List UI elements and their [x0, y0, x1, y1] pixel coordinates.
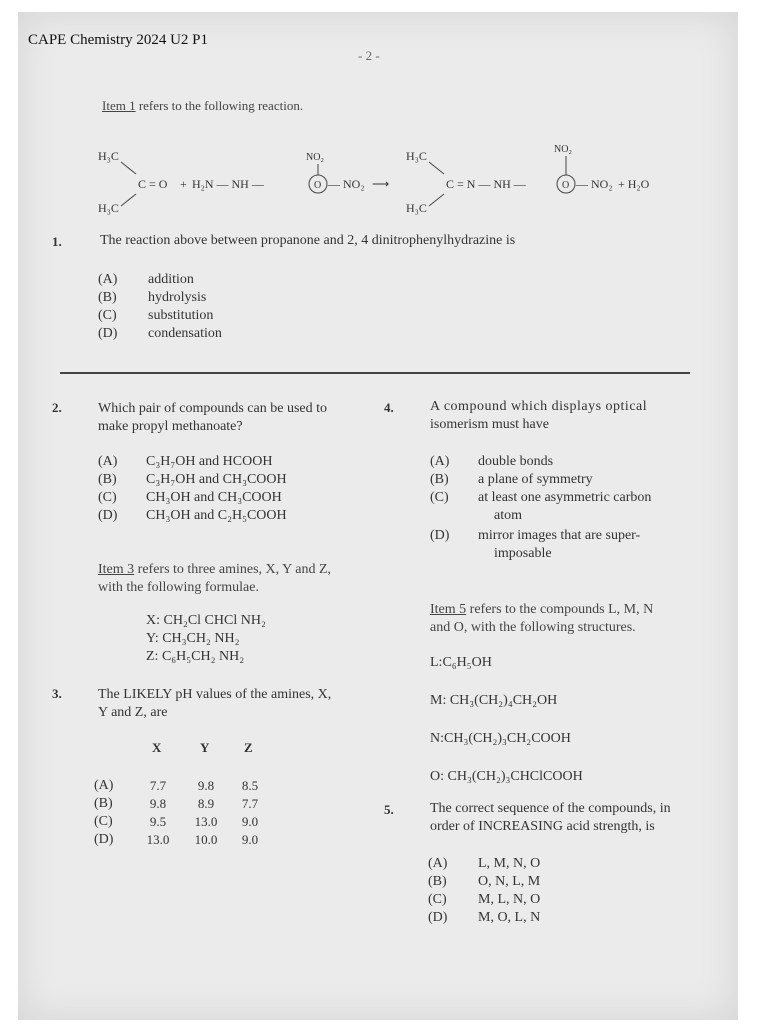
product-nitro-top: NO₂ — [554, 144, 572, 155]
reactant1-top-methyl: H₃C — [98, 149, 119, 163]
question-4-option-text: atom — [494, 508, 522, 523]
ring-label: O — [562, 180, 570, 191]
question-5-option-text: M, O, L, N — [478, 910, 541, 925]
product-water: + H₂O — [618, 177, 650, 191]
question-2-stem-line: Which pair of compounds can be used to — [98, 401, 327, 416]
question-4-option-text: at least one asymmetric carbon — [478, 490, 652, 505]
section-divider — [60, 372, 690, 374]
plus-sign: + — [180, 177, 187, 191]
table-header-x: X — [152, 740, 162, 755]
amine-entry — [146, 612, 266, 630]
bond-line — [429, 162, 444, 174]
reaction-arrow: ⟶ — [372, 177, 390, 191]
amine-label: Y: — [146, 631, 159, 646]
question-2-option-letter: (C) — [98, 490, 117, 505]
compound-label: O: — [430, 769, 444, 784]
table-header-z: Z — [244, 740, 253, 755]
question-4-option-letter: (A) — [430, 454, 450, 469]
question-2-option-letter: (A) — [98, 454, 118, 469]
product-bottom-methyl: H₃C — [406, 201, 427, 215]
question-5-option-text: O, N, L, M — [478, 874, 541, 889]
question-2-option-letter: (D) — [98, 508, 118, 523]
table-cell: 8.5 — [241, 778, 259, 793]
question-1-option-text: condensation — [148, 326, 222, 341]
question-3-option-letter: (B) — [94, 796, 113, 811]
question-3-option-letter: (C) — [94, 814, 113, 829]
bond-line — [121, 162, 136, 174]
question-5-option-letter: (A) — [428, 856, 448, 871]
item1-intro-text: refers to the following reaction. — [135, 98, 304, 113]
compound-formula: CH₃(CH₂)₃CH₂COOH — [444, 731, 571, 746]
question-4-option-letter: (D) — [430, 528, 450, 543]
table-cell: 9.8 — [197, 778, 215, 793]
question-4-option-text: double bonds — [478, 454, 554, 469]
question-5-option-letter: (B) — [428, 874, 447, 889]
question-3-number: 3. — [52, 686, 62, 701]
compound-entry — [430, 654, 492, 672]
item1-link: Item 1 — [102, 98, 136, 113]
document-header-title: CAPE Chemistry 2024 U2 P1 — [28, 32, 209, 48]
question-1-option-text: addition — [148, 272, 194, 287]
question-3-stem-line: The LIKELY pH values of the amines, X, — [98, 687, 332, 702]
question-3-option-letter: (A) — [94, 778, 114, 793]
table-cell: 13.0 — [146, 832, 170, 847]
question-4-stem-line: A compound which displays optical — [430, 399, 648, 414]
product-nitro-right: — NO₂ — [576, 177, 613, 191]
table-cell: 9.5 — [149, 814, 167, 829]
question-4-option-letter: (C) — [430, 490, 449, 505]
question-1-option-letter: (D) — [98, 326, 118, 341]
question-4-stem-line: isomerism must have — [430, 417, 549, 432]
amine-label: X: — [146, 613, 160, 628]
amine-entry — [146, 648, 244, 666]
question-1-option-letter: (C) — [98, 308, 117, 323]
table-cell: 8.9 — [197, 796, 215, 811]
product-chain: C = N — NH — — [446, 177, 526, 191]
reaction-diagram — [88, 138, 698, 228]
item3-intro — [98, 562, 331, 578]
question-2-option-text: CH₃OH and C₂H₅COOH — [146, 508, 287, 523]
table-cell: 9.8 — [149, 796, 167, 811]
question-5-stem-line: order of INCREASING acid strength, is — [430, 819, 655, 834]
compound-entry — [430, 692, 557, 710]
question-2-stem-line: make propyl methanoate? — [98, 419, 243, 434]
question-4-number: 4. — [384, 400, 394, 415]
compound-entry — [430, 730, 571, 748]
question-1-option-letter: (B) — [98, 290, 117, 305]
reactant2-hydrazine: H₂N — NH — — [192, 177, 264, 191]
page-number: - 2 - — [358, 48, 380, 63]
ring-label: O — [314, 180, 322, 191]
amine-formula: CH₂Cl CHCl NH₂ — [163, 613, 266, 628]
table-cell: 10.0 — [194, 832, 218, 847]
reactant2-nitro-right: — NO₂ — [328, 177, 365, 191]
question-4-option-text: imposable — [494, 546, 552, 561]
table-header-y: Y — [200, 740, 210, 755]
question-2-option-letter: (B) — [98, 472, 117, 487]
reactant2-nitro-top: NO₂ — [306, 152, 324, 163]
question-2-option-text: C₃H₇OH and HCOOH — [146, 454, 273, 469]
bond-line — [121, 194, 136, 206]
question-1-option-letter: (A) — [98, 272, 118, 287]
question-2-option-text: CH₃OH and CH₃COOH — [146, 490, 282, 505]
compound-formula: CH₃(CH₂)₄CH₂OH — [449, 693, 558, 708]
question-4-option-text: a plane of symmetry — [478, 472, 593, 487]
amine-formula: CH₃CH₂ NH₂ — [162, 631, 240, 646]
question-5-option-text: L, M, N, O — [478, 856, 541, 871]
compound-formula: CH₃(CH₂)₃CHClCOOH — [447, 769, 583, 784]
reactant1-carbonyl: C = O — [138, 177, 168, 191]
question-1-number: 1. — [52, 234, 62, 249]
item5-intro-text: refers to the compounds L, M, N — [466, 602, 654, 617]
item3-link: Item 3 — [98, 562, 135, 577]
amine-entry — [146, 630, 239, 648]
question-4-option-text: mirror images that are super- — [478, 528, 641, 543]
question-5-number: 5. — [384, 802, 394, 817]
compound-entry — [430, 768, 583, 786]
reactant1-bottom-methyl: H₃C — [98, 201, 119, 215]
compound-formula: C₆H₅OH — [442, 655, 492, 670]
table-cell: 7.7 — [149, 778, 167, 793]
question-1-stem: The reaction above between propanone and 2, 4 dinitrophenylhydrazine is — [100, 233, 516, 248]
table-cell: 9.0 — [241, 814, 259, 829]
compound-label: L: — [430, 655, 443, 670]
item5-intro — [430, 602, 653, 618]
compound-label: N: — [430, 731, 444, 746]
question-1-option-text: substitution — [148, 308, 214, 323]
item3-intro-text: refers to three amines, X, Y and Z, — [134, 562, 331, 577]
exam-page — [18, 12, 738, 1020]
question-2-number: 2. — [52, 400, 62, 415]
bond-line — [429, 194, 444, 206]
question-1-option-text: hydrolysis — [148, 290, 207, 305]
item3-intro-line2: with the following formulae. — [98, 580, 259, 595]
question-3-stem-line: Y and Z, are — [98, 705, 168, 720]
question-5-option-letter: (C) — [428, 892, 447, 907]
question-5-option-letter: (D) — [428, 910, 448, 925]
question-3-option-letter: (D) — [94, 832, 114, 847]
table-cell: 13.0 — [194, 814, 218, 829]
amine-formula: C₆H₅CH₂ NH₂ — [161, 649, 245, 664]
item1-intro — [102, 98, 303, 114]
question-5-stem-line: The correct sequence of the compounds, in — [430, 801, 671, 816]
product-top-methyl: H₃C — [406, 149, 427, 163]
table-cell: 7.7 — [241, 796, 259, 811]
item5-link: Item 5 — [430, 602, 467, 617]
question-2-option-text: C₃H₇OH and CH₃COOH — [146, 472, 287, 487]
amine-label: Z: — [146, 649, 159, 664]
compound-label: M: — [430, 693, 447, 708]
item5-intro-line2: and O, with the following structures. — [430, 620, 636, 635]
table-cell: 9.0 — [241, 832, 259, 847]
question-5-option-text: M, L, N, O — [478, 892, 541, 907]
question-4-option-letter: (B) — [430, 472, 449, 487]
